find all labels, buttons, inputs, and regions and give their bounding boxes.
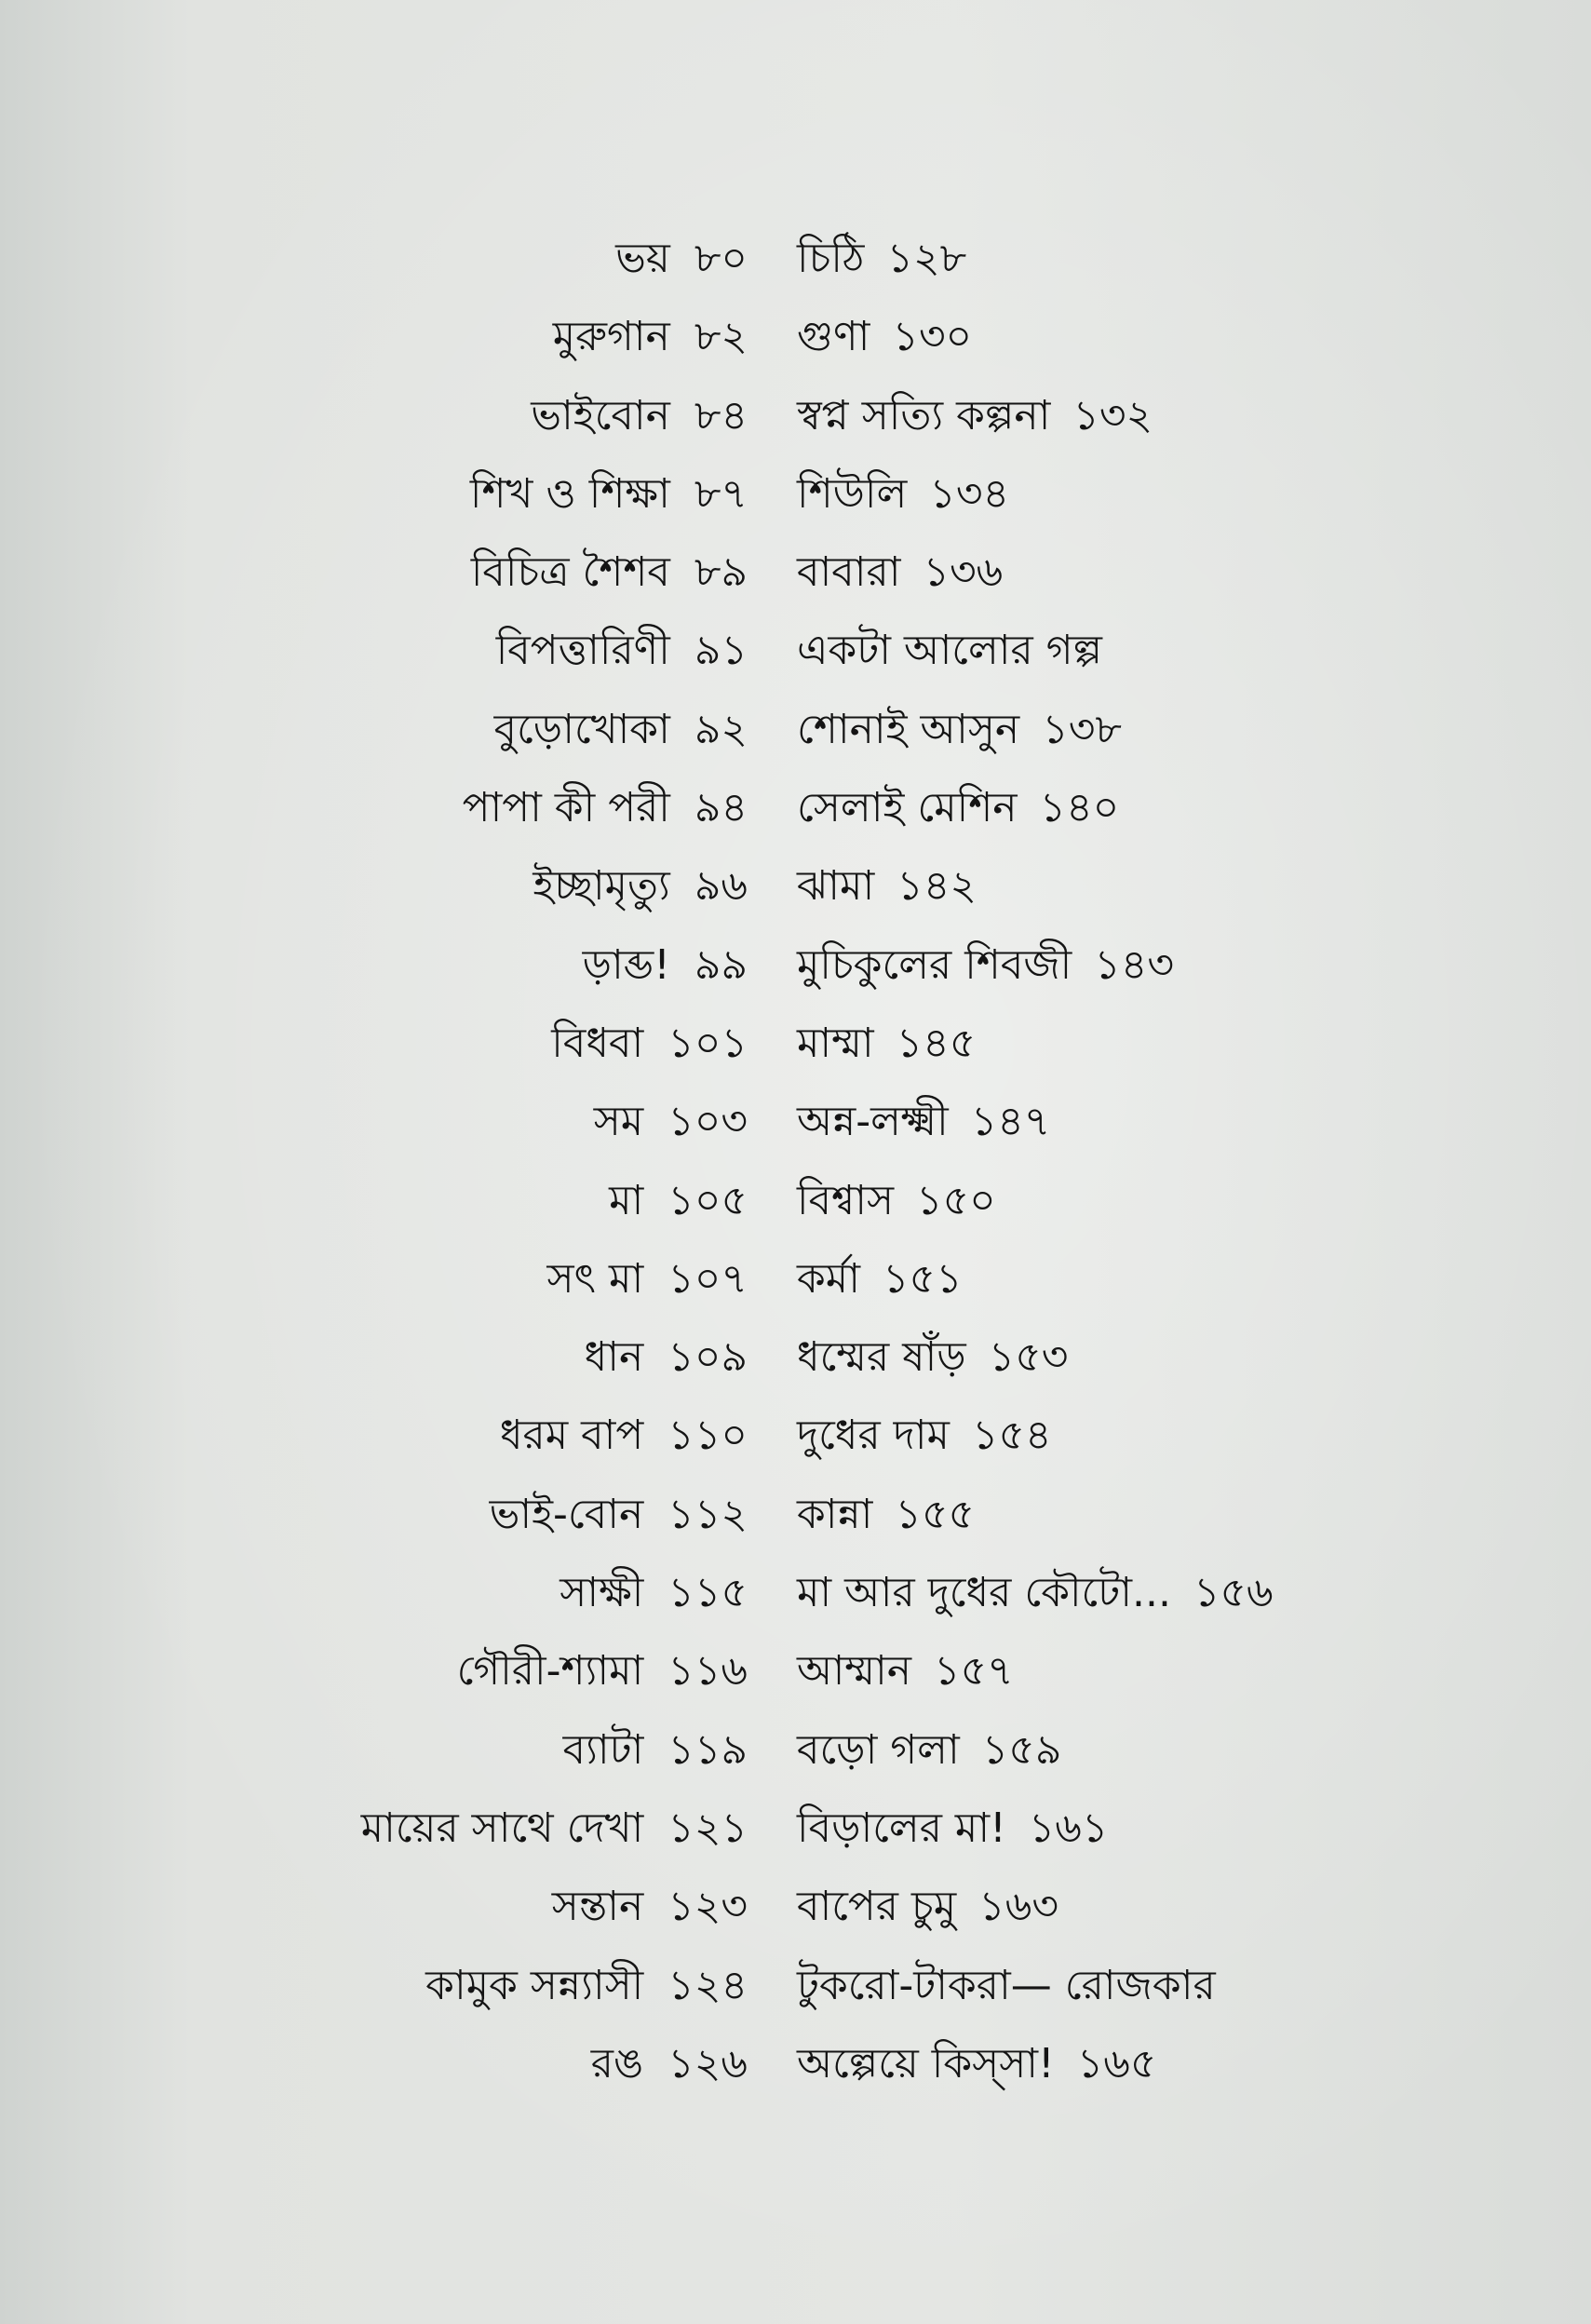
entry-title: শোনাই আসুন: [797, 705, 1020, 753]
entry-title: গৌরী-শ্যামা: [456, 1647, 644, 1696]
toc-entry-right: [797, 455, 1009, 534]
entry-page-number: ৮৯: [694, 548, 748, 597]
entry-title: স্বপ্ন সত্যি কল্পনা: [797, 391, 1051, 439]
toc-row: [0, 1005, 1591, 1083]
entry-title: শিখ ও শিক্ষা: [469, 469, 670, 518]
entry-page-number: ১৩৬: [923, 548, 1004, 597]
toc-entry-left: [546, 1240, 748, 1318]
entry-page-number: ৮৪: [694, 391, 748, 439]
entry-title: কামুক সন্ন্যাসী: [425, 1961, 644, 2009]
entry-title: টুকরো-টাকরা— রোজকার: [797, 1961, 1216, 2009]
entry-page-number: ১২৩: [667, 1883, 748, 1931]
toc-entry-left: [425, 1947, 748, 2025]
toc-entry-left: [361, 1790, 748, 1868]
toc-entry-right: [797, 1240, 963, 1318]
toc-entry-right: [797, 1868, 1058, 1946]
toc-row: [0, 847, 1591, 926]
entry-page-number: ৯৪: [694, 784, 748, 832]
entry-page-number: ১৬৫: [1076, 2039, 1157, 2088]
entry-page-number: ১০১: [667, 1019, 748, 1067]
toc-entry-left: [471, 534, 748, 612]
entry-title: মায়ের সাথে দেখা: [360, 1804, 644, 1852]
entry-title: ভাইবোন: [531, 391, 670, 439]
entry-page-number: ১৪৫: [896, 1019, 977, 1067]
entry-page-number: ৯৬: [694, 862, 748, 911]
toc-entry-right: [797, 1397, 1052, 1475]
entry-title: বাবারা: [797, 548, 901, 597]
toc-row: [0, 1476, 1591, 1554]
toc-entry-right: [797, 1083, 1050, 1161]
entry-title: মুরুগান: [552, 313, 670, 361]
toc-entry-left: [553, 298, 748, 376]
entry-page-number: ৮৭: [694, 469, 748, 518]
toc-entry-right: [797, 1554, 1274, 1632]
toc-row: [0, 1554, 1591, 1632]
entry-title: কান্না: [797, 1490, 873, 1538]
toc-row: [0, 455, 1591, 534]
entry-title: দুধের দাম: [797, 1412, 950, 1460]
entry-title: ঝামা: [797, 862, 875, 911]
toc-entry-left: [500, 1397, 748, 1475]
toc-entry-right: [797, 1711, 1061, 1790]
toc-row: [0, 1947, 1591, 2025]
entry-title: ভাই-বোন: [489, 1490, 644, 1538]
toc-entry-right: [797, 298, 972, 376]
entry-title: পাপা কী পরী: [462, 784, 670, 832]
entry-title: ভয়: [615, 235, 670, 282]
entry-page-number: ১৩৪: [929, 469, 1009, 518]
toc-row: [0, 1397, 1591, 1475]
entry-page-number: ৯৯: [694, 940, 748, 989]
entry-title: অল্পেয়ে কিস্‌সা!: [797, 2039, 1055, 2088]
entry-page-number: ১৫৭: [934, 1647, 1014, 1696]
toc-entry-right: [797, 847, 977, 926]
toc-entry-right: [797, 769, 1119, 847]
entry-page-number: ১২১: [667, 1804, 748, 1852]
entry-title: সন্তান: [551, 1883, 644, 1931]
toc-entry-right: [797, 1947, 1216, 2025]
toc-entry-left: [490, 1476, 748, 1554]
toc-row: [0, 1790, 1591, 1868]
toc-entry-left: [560, 1554, 748, 1632]
entry-page-number: ১০৯: [667, 1333, 748, 1382]
entry-title: ড়াব্ড!: [582, 940, 670, 989]
entry-page-number: ১৩২: [1072, 391, 1153, 439]
entry-title: অন্ন-লক্ষ্মী: [797, 1098, 949, 1146]
toc-entry-left: [533, 847, 748, 926]
toc-row: [0, 612, 1591, 690]
toc-entry-left: [591, 2025, 748, 2103]
entry-page-number: ১৩৮: [1042, 705, 1122, 753]
entry-title: আম্মান: [797, 1647, 912, 1696]
toc-entry-left: [609, 1162, 748, 1240]
table-of-contents: [0, 220, 1591, 2103]
entry-page-number: ৮০: [694, 235, 748, 282]
entry-page-number: ১০৭: [667, 1254, 748, 1303]
entry-page-number: ১৫৩: [988, 1333, 1069, 1382]
entry-page-number: ৮২: [694, 313, 748, 361]
toc-entry-left: [585, 1318, 748, 1397]
entry-page-number: ১৫৯: [981, 1725, 1062, 1774]
entry-page-number: ১০৩: [667, 1098, 748, 1146]
entry-title: ব্যাটা: [562, 1725, 644, 1774]
toc-entry-left: [563, 1711, 748, 1790]
toc-entry-left: [457, 1632, 748, 1710]
toc-row: [0, 1318, 1591, 1397]
entry-title: বিশ্বাস: [797, 1176, 895, 1224]
entry-title: বিড়ালের মা!: [797, 1804, 1006, 1852]
entry-title: সৎ মা: [546, 1254, 644, 1303]
toc-entry-left: [551, 1005, 748, 1083]
toc-row: [0, 691, 1591, 769]
entry-title: শিউলি: [797, 469, 908, 518]
toc-row: [0, 1632, 1591, 1710]
toc-entry-right: [797, 1790, 1108, 1868]
toc-entry-right: [797, 534, 1003, 612]
toc-entry-left: [470, 455, 748, 534]
toc-entry-left: [463, 769, 748, 847]
toc-entry-left: [496, 612, 748, 690]
entry-title: ধরম বাপ: [499, 1412, 644, 1460]
toc-entry-right: [797, 220, 966, 298]
entry-page-number: ১৬৩: [978, 1883, 1058, 1931]
entry-page-number: ১২৪: [667, 1961, 748, 2009]
entry-page-number: ১১৯: [667, 1725, 748, 1774]
toc-row: [0, 1868, 1591, 1946]
entry-title: বড়ো গলা: [797, 1725, 960, 1774]
toc-row: [0, 769, 1591, 847]
toc-entry-left: [594, 1083, 748, 1161]
entry-title: মা আর দুধের কৌটো...: [797, 1569, 1171, 1617]
toc-entry-left: [615, 220, 748, 298]
toc-row: [0, 1162, 1591, 1240]
toc-entry-right: [797, 612, 1102, 690]
entry-page-number: ১৫৫: [895, 1490, 976, 1538]
entry-page-number: ১১৫: [667, 1569, 748, 1617]
toc-row: [0, 298, 1591, 376]
toc-entry-right: [797, 1632, 1014, 1710]
entry-page-number: ১৪২: [897, 862, 977, 911]
entry-page-number: ১৫৬: [1193, 1569, 1274, 1617]
entry-title: ধম্মের ষাঁড়: [797, 1333, 966, 1382]
entry-title: মুচিকুলের শিবজী: [797, 940, 1072, 989]
entry-title: বাপের চুমু: [797, 1883, 957, 1931]
entry-page-number: ১৬১: [1028, 1804, 1109, 1852]
entry-page-number: ১২৮: [886, 235, 967, 282]
toc-entry-right: [797, 2025, 1156, 2103]
entry-page-number: ১৩০: [892, 313, 973, 361]
toc-entry-right: [797, 377, 1153, 455]
entry-page-number: ১১০: [667, 1412, 748, 1460]
entry-page-number: ১৪০: [1039, 784, 1120, 832]
entry-title: ধান: [584, 1333, 644, 1382]
entry-title: বিধবা: [551, 1019, 644, 1067]
toc-entry-right: [797, 1476, 975, 1554]
entry-title: মা: [609, 1176, 644, 1224]
entry-title: চিঠি: [797, 235, 865, 282]
entry-title: বুড়োখোকা: [493, 705, 670, 753]
toc-row: [0, 1240, 1591, 1318]
entry-title: মাম্মা: [797, 1019, 874, 1067]
entry-page-number: ১১৬: [667, 1647, 748, 1696]
toc-entry-left: [494, 691, 748, 769]
entry-title: সাক্ষী: [560, 1569, 644, 1617]
entry-page-number: ৯২: [694, 705, 748, 753]
toc-entry-left: [552, 1868, 748, 1946]
toc-row: [0, 1711, 1591, 1790]
entry-title: একটা আলোর গল্প: [797, 627, 1102, 675]
entry-title: রঙ: [590, 2039, 644, 2088]
toc-entry-right: [797, 1005, 976, 1083]
entry-title: কর্মা: [797, 1254, 860, 1303]
entry-title: ইচ্ছামৃত্যু: [533, 862, 670, 911]
toc-row: [0, 1083, 1591, 1161]
entry-page-number: ১১২: [667, 1490, 748, 1538]
toc-row: [0, 534, 1591, 612]
entry-title: সেলাই মেশিন: [797, 784, 1018, 832]
toc-entry-right: [797, 1162, 996, 1240]
entry-page-number: ১৫৪: [971, 1412, 1052, 1460]
entry-page-number: ৯১: [694, 627, 748, 675]
toc-row: [0, 220, 1591, 298]
entry-title: গুণা: [797, 313, 870, 361]
toc-entry-left: [531, 377, 748, 455]
toc-row: [0, 377, 1591, 455]
toc-row: [0, 926, 1591, 1005]
toc-entry-left: [583, 926, 748, 1005]
entry-title: সম: [593, 1098, 644, 1146]
entry-page-number: ১২৬: [667, 2039, 748, 2088]
toc-entry-right: [797, 1318, 1068, 1397]
toc-entry-right: [797, 691, 1122, 769]
entry-page-number: ১৫০: [916, 1176, 996, 1224]
entry-title: বিপত্তারিণী: [495, 627, 670, 675]
entry-title: বিচিত্র শৈশব: [470, 548, 670, 597]
toc-row: [0, 2025, 1591, 2103]
entry-page-number: ১৫১: [882, 1254, 963, 1303]
entry-page-number: ১০৫: [667, 1176, 748, 1224]
entry-page-number: ১৪৭: [970, 1098, 1051, 1146]
entry-page-number: ১৪৩: [1094, 940, 1174, 989]
toc-entry-right: [797, 926, 1174, 1005]
